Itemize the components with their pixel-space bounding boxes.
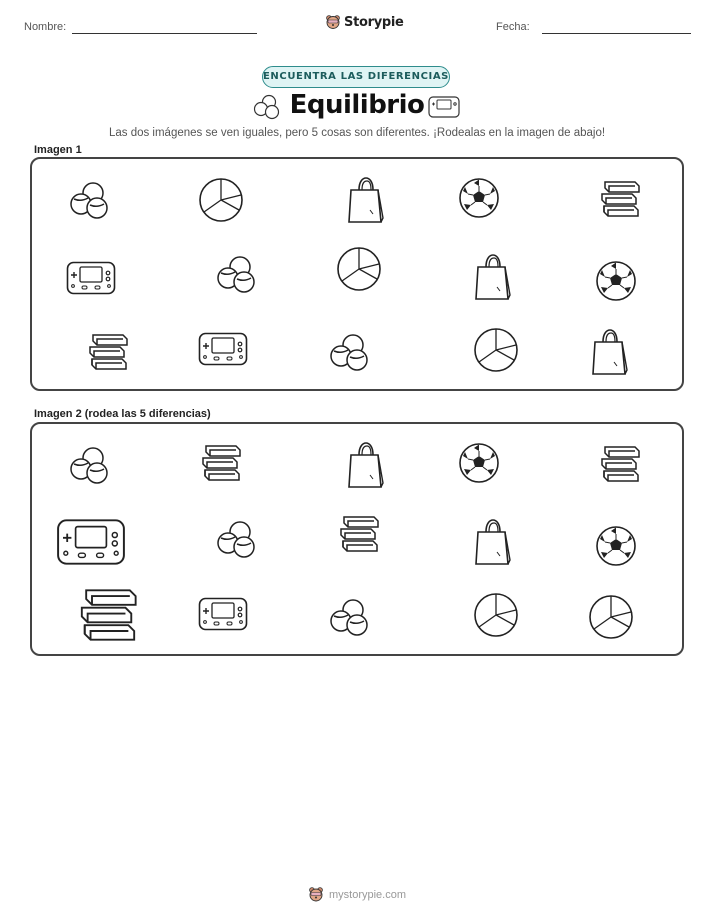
pie-chart-icon[interactable] (473, 592, 519, 638)
soccer-ball-icon (595, 260, 637, 302)
brand-logo (325, 14, 404, 30)
brand-name: Storypie (344, 14, 404, 30)
balls-icon[interactable] (215, 518, 259, 562)
page-title: Equilibrio (289, 90, 425, 120)
worksheet-type-badge: ENCUENTRA LAS DIFERENCIAS (262, 66, 450, 88)
pie-chart-icon (473, 327, 519, 373)
game-console-icon (428, 96, 460, 118)
balls-icon[interactable] (328, 596, 372, 640)
books-icon[interactable] (76, 584, 140, 646)
bear-mascot-icon (308, 886, 324, 903)
shopping-bag-icon (348, 176, 384, 224)
game-console-icon[interactable] (198, 597, 248, 631)
shopping-bag-icon (592, 328, 628, 376)
shopping-bag-icon[interactable] (348, 441, 384, 489)
books-icon[interactable] (199, 442, 243, 484)
shopping-bag-icon (475, 253, 511, 301)
image-1-panel (30, 157, 684, 391)
balls-icon (328, 331, 372, 375)
image-1-label: Imagen 1 (34, 144, 82, 156)
game-console-icon (66, 261, 116, 295)
footer (0, 886, 714, 903)
date-label: Fecha: (496, 21, 530, 33)
date-field[interactable] (542, 33, 691, 34)
image-2-label: Imagen 2 (rodea las 5 diferencias) (34, 408, 211, 420)
footer-website[interactable]: mystorypie.com (328, 888, 407, 901)
soccer-ball-icon (458, 177, 500, 219)
books-icon[interactable] (598, 443, 642, 485)
game-console-icon (198, 332, 248, 366)
balls-icon[interactable] (68, 444, 112, 488)
pie-chart-icon (198, 177, 244, 223)
name-label: Nombre: (24, 21, 67, 33)
balls-icon (68, 179, 112, 223)
name-field[interactable] (72, 33, 257, 34)
books-icon[interactable] (337, 513, 381, 555)
books-icon (598, 178, 642, 220)
pie-chart-icon[interactable] (588, 594, 634, 640)
shopping-bag-icon[interactable] (475, 518, 511, 566)
pie-chart-icon (336, 246, 382, 292)
soccer-ball-icon[interactable] (595, 525, 637, 567)
soccer-ball-icon[interactable] (458, 442, 500, 484)
instructions-text: Las dos imágenes se ven iguales, pero 5 cosas son diferentes. ¡Rodealas en la imagen de abajo! (108, 127, 606, 139)
image-2-panel[interactable] (30, 422, 684, 656)
books-icon (86, 331, 130, 373)
balls-icon (215, 253, 259, 297)
game-console-icon[interactable] (56, 518, 126, 566)
bear-mascot-icon (325, 14, 341, 30)
